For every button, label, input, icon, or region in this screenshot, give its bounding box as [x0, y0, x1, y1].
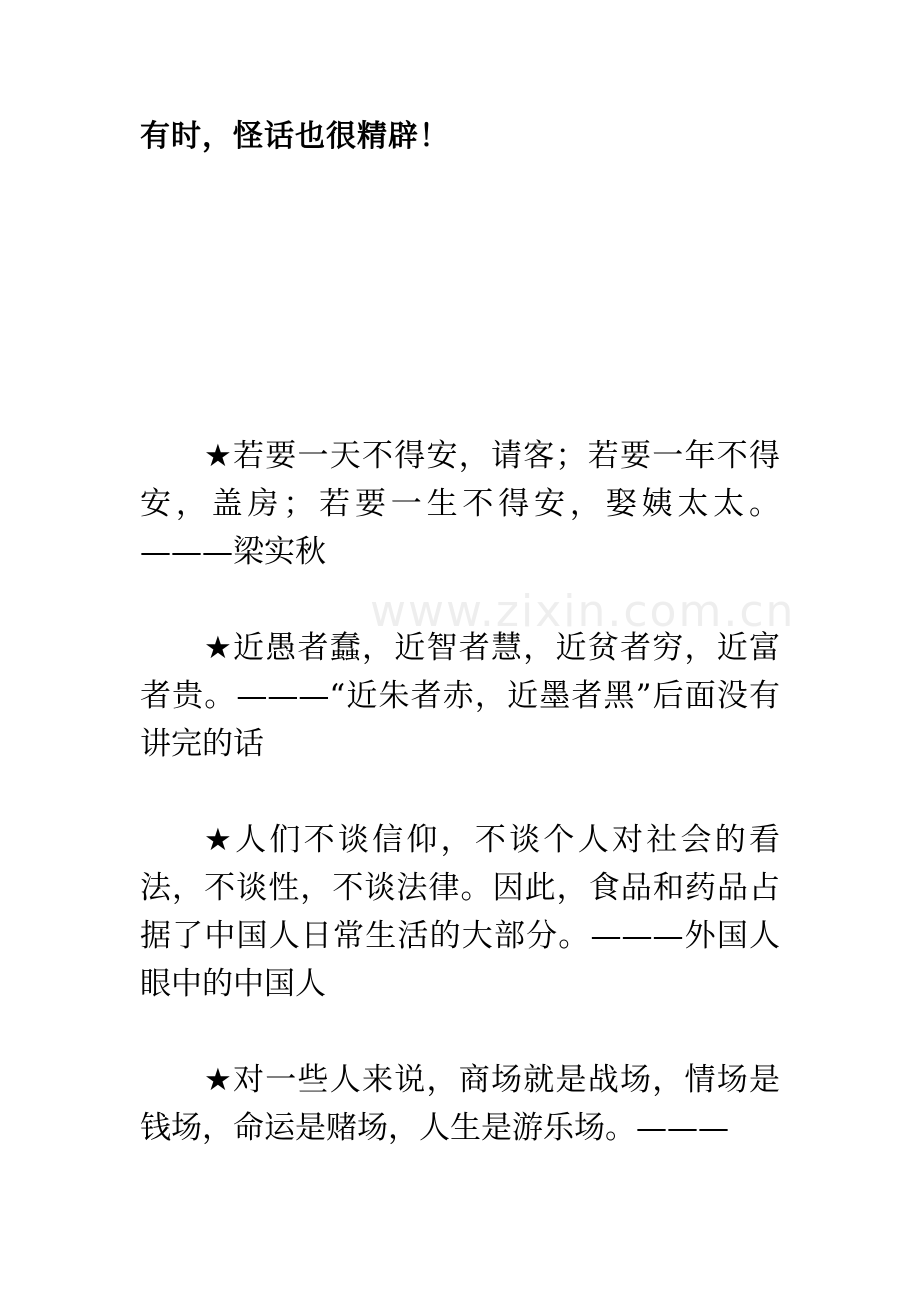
quote-text: 对一些人来说，商场就是战场，情场是钱场，命运是赌场，人生是游乐场。———	[140, 1062, 781, 1146]
star-icon: ★	[204, 630, 234, 666]
page-title: 有时，怪话也很精辟！	[140, 119, 450, 154]
quote-entry-4	[140, 1056, 780, 1152]
star-icon: ★	[204, 438, 234, 474]
quote-entry-3	[140, 816, 780, 1008]
quote-entry-2	[140, 624, 780, 768]
star-icon: ★	[204, 822, 236, 858]
quote-entry-1	[140, 432, 780, 576]
quote-text: 人们不谈信仰，不谈个人对社会的看法，不谈性，不谈法律。因此，食品和药品占据了中国人日常生活的大部分。———外国人眼中的中国人	[140, 822, 781, 1002]
quote-text: 若要一天不得安，请客；若要一年不得安，盖房；若要一生不得安，娶姨太太。———梁实秋	[140, 438, 781, 570]
quote-text: 近愚者蠢，近智者慧，近贫者穷，近富者贵。———“近朱者赤，近墨者黑”后面没有讲完的话	[140, 630, 781, 762]
watermark: www.zixin.com.cn	[370, 586, 796, 637]
star-icon: ★	[204, 1062, 234, 1098]
quote-list	[140, 432, 780, 1200]
